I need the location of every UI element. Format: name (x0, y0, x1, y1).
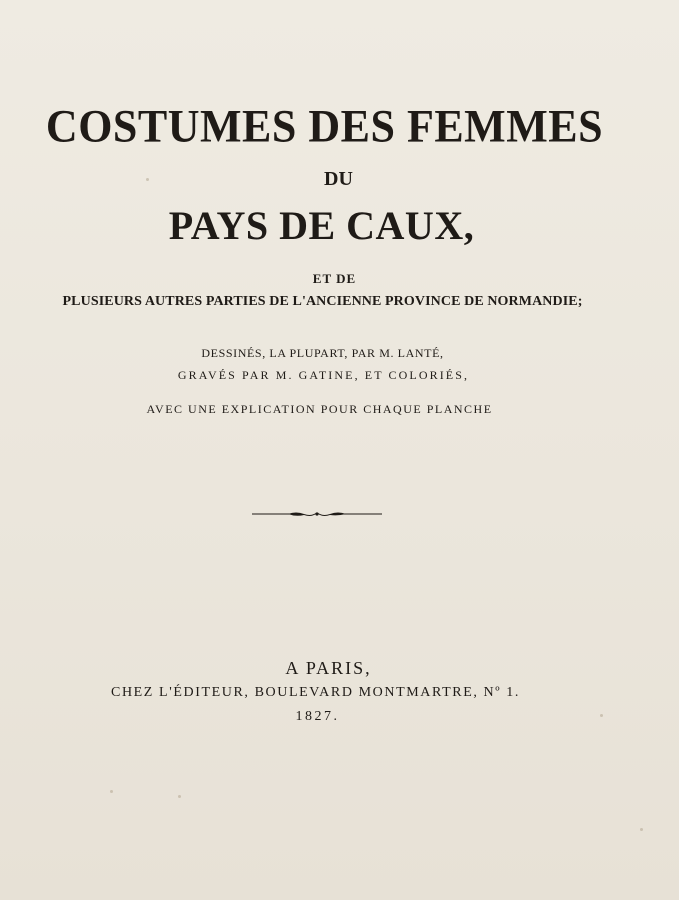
credit-drawn: DESSINÉS, LA PLUPART, PAR M. LANTÉ, (201, 346, 444, 360)
subtitle-region: PAYS DE CAUX, (168, 203, 475, 248)
paper-speck (110, 790, 113, 793)
paper-speck (600, 714, 603, 717)
title-connector: DU (324, 168, 353, 190)
credit-explanation: AVEC UNE EXPLICATION POUR CHAQUE PLANCHE (146, 402, 493, 416)
imprint-publisher: CHEZ L'ÉDITEUR, BOULEVARD MONTMARTRE, Nº 1. (111, 685, 520, 700)
title-conjunction: ET DE (312, 271, 357, 286)
paper-speck (146, 178, 149, 181)
paper-speck (640, 828, 643, 831)
paper-speck (178, 795, 181, 798)
credit-engraved: GRAVÉS PAR M. GATINE, ET COLORIÉS, (177, 368, 470, 382)
imprint-year: 1827. (295, 709, 340, 724)
subtitle-province: PLUSIEURS AUTRES PARTIES DE L'ANCIENNE PROVINCE DE NORMANDIE; (62, 294, 583, 309)
flourish-divider-icon (252, 508, 382, 520)
main-title: COSTUMES DES FEMMES (45, 100, 604, 153)
imprint-city: A PARIS, (285, 658, 372, 678)
